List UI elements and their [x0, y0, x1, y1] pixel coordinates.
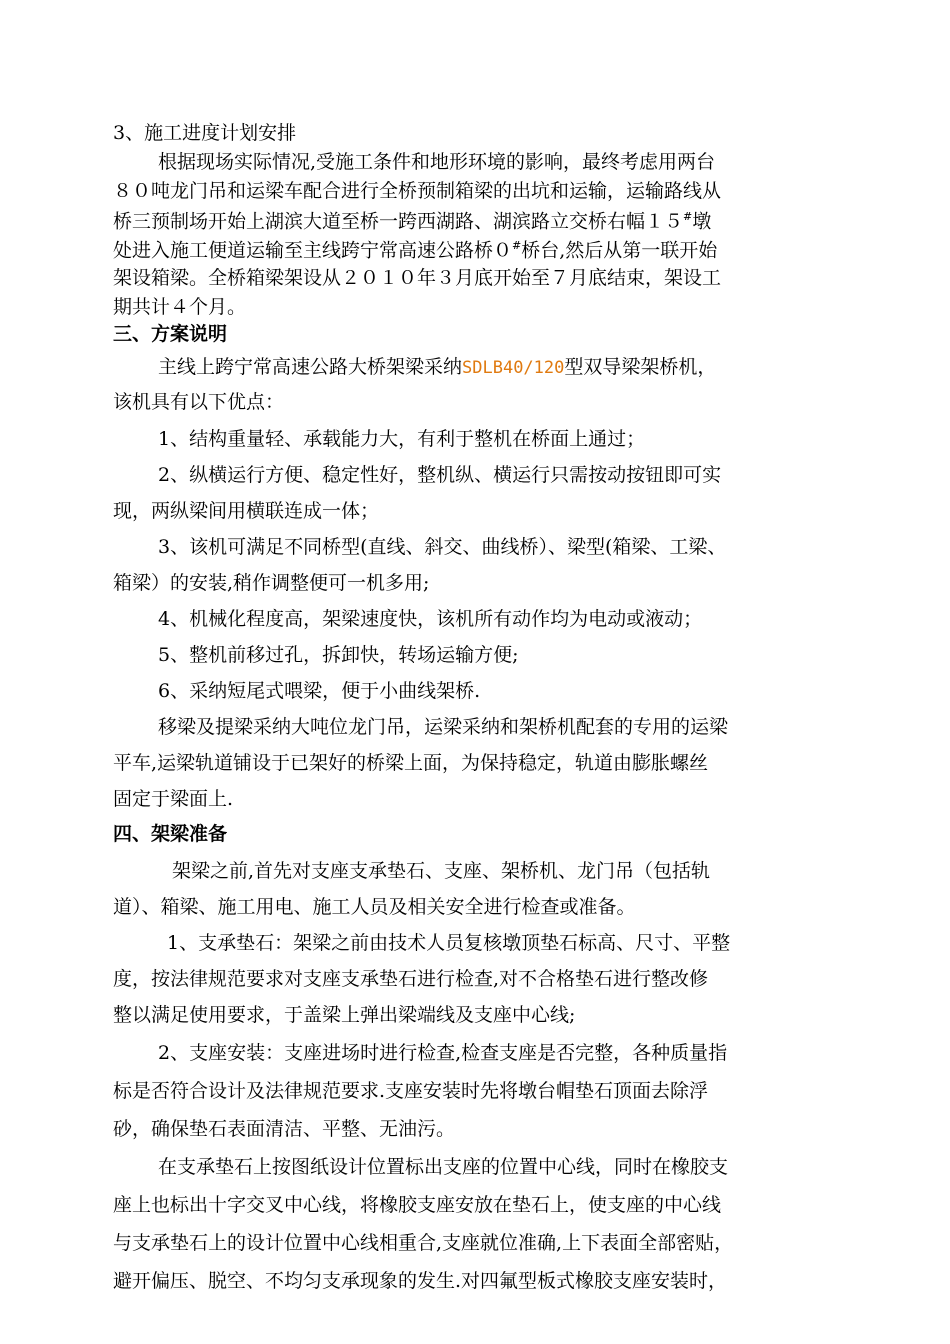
paragraph-line: 砂，确保垫石表面清洁、平整、无油污。 [113, 1118, 456, 1140]
paragraph-line: 桥三预制场开始上湖滨大道至桥一跨西湖路、湖滨路立交桥右幅１５#墩 [113, 210, 712, 233]
paragraph-line: ８０吨龙门吊和运梁车配合进行全桥预制箱梁的出坑和运输，运输路线从 [113, 180, 722, 202]
paragraph-line: 期共计４个月。 [113, 296, 247, 318]
machine-model: SDLB40/120 [462, 358, 565, 378]
list-item: 4、机械化程度高，架梁速度快，该机所有动作均为电动或液动； [158, 608, 703, 630]
paragraph-line: 固定于梁面上. [113, 788, 234, 810]
section-heading: 四、架梁准备 [113, 823, 228, 845]
paragraph-line: 2、支座安装：支座进场时进行检查,检查支座是否完整，各种质量指 [158, 1042, 728, 1064]
paragraph-line: 标是否符合设计及法律规范要求.支座安装时先将墩台帽垫石顶面去除浮 [113, 1080, 709, 1102]
superscript-mark: # [683, 210, 693, 223]
paragraph-line: 整以满足使用要求，于盖梁上弹出梁端线及支座中心线; [113, 1004, 576, 1026]
paragraph-line: 架梁之前,首先对支座支承垫石、支座、架桥机、龙门吊（包括轨 [172, 860, 711, 882]
list-item: 5、整机前移过孔，拆卸快，转场运输方便; [158, 644, 519, 666]
list-item: 3、该机可满足不同桥型(直线、斜交、曲线桥）、梁型(箱梁、工梁、 [158, 536, 727, 558]
section-heading: 三、方案说明 [113, 323, 228, 345]
paragraph-line: 主线上跨宁常高速公路大桥架梁采纳SDLB40/120型双导梁架桥机， [158, 356, 717, 378]
paragraph-line: 座上也标出十字交叉中心线，将橡胶支座安放在垫石上，使支座的中心线 [113, 1194, 722, 1216]
superscript-mark: # [512, 239, 522, 252]
list-item: 箱梁）的安装,稍作调整便可一机多用; [113, 572, 430, 594]
paragraph-line: 道）、箱梁、施工用电、施工人员及相关安全进行检查或准备。 [113, 896, 636, 918]
paragraph-line: 根据现场实际情况,受施工条件和地形环境的影响，最终考虑用两台 [158, 151, 716, 173]
paragraph-line: 度，按法律规范要求对支座支承垫石进行检查,对不合格垫石进行整改修 [113, 968, 709, 990]
paragraph-line: 平车,运梁轨道铺设于已架好的桥梁上面，为保持稳定，轨道由膨胀螺丝 [113, 752, 709, 774]
paragraph-line: 1、支承垫石：架梁之前由技术人员复核墩顶垫石标高、尺寸、平整 [167, 932, 731, 954]
paragraph-line: 在支承垫石上按图纸设计位置标出支座的位置中心线，同时在橡胶支 [158, 1156, 729, 1178]
list-item: 6、采纳短尾式喂梁，便于小曲线架桥. [158, 680, 481, 702]
paragraph-line: 架设箱梁。全桥箱梁架设从２０１０年３月底开始至７月底结束，架设工 [113, 267, 722, 289]
subsection-heading: 3、施工进度计划安排 [113, 122, 297, 144]
paragraph-line: 移梁及提梁采纳大吨位龙门吊，运梁采纳和架桥机配套的专用的运梁 [158, 716, 729, 738]
list-item: 1、结构重量轻、承载能力大，有利于整机在桥面上通过； [158, 428, 646, 450]
paragraph-line: 与支承垫石上的设计位置中心线相重合,支座就位准确,上下表面全部密贴， [113, 1232, 734, 1254]
paragraph-line: 该机具有以下优点： [113, 391, 285, 413]
paragraph-line: 处进入施工便道运输至主线跨宁常高速公路桥０#桥台,然后从第一联开始 [113, 239, 718, 262]
list-item: 现，两纵梁间用横联连成一体； [113, 500, 380, 522]
paragraph-line: 避开偏压、脱空、不均匀支承现象的发生.对四氟型板式橡胶支座安装时， [113, 1270, 728, 1292]
list-item: 2、纵横运行方便、稳定性好，整机纵、横运行只需按动按钮即可实 [158, 464, 722, 486]
